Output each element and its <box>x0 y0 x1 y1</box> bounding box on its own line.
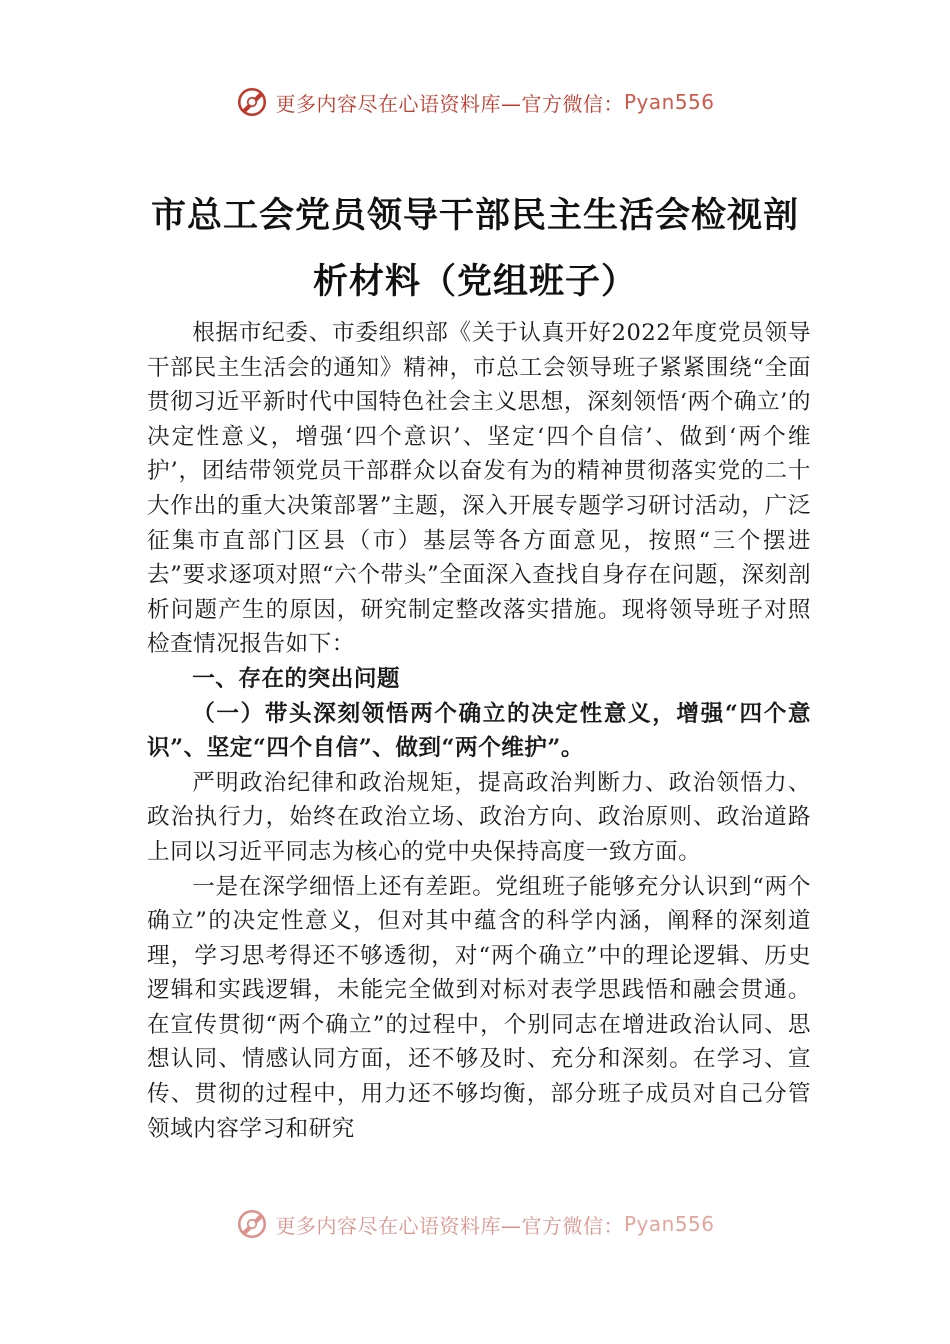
body-paragraph-2: 一是在深学细悟上还有差距。党组班子能够充分认识到“两个确立”的决定性意义，但对其中蕴含的科学内涵，阐释的深刻道理，学习思考得还不够透彻，对“两个确立”中的理论逻辑、历史逻辑和实践逻辑，未能完全做到对标对表学思践悟和融会贯通。在宣传贯彻“两个确立”的过程中，个别同志在增进政治认同、思想认同、情感认同方面，还不够及时、充分和深刻。在学习、宣传、贯彻的过程中，用力还不够均衡，部分班子成员对自己分管领域内容学习和研究 <box>147 873 811 1142</box>
watermark-handle: Pyan556 <box>623 90 715 114</box>
document-title-line1: 市总工会党员领导干部民主生活会检视剖 <box>150 196 799 236</box>
watermark-text: 更多内容尽在心语资料库—官方微信： <box>275 91 624 116</box>
watermark-footer <box>0 1204 950 1244</box>
intro-paragraph: 根据市纪委、市委组织部《关于认真开好2022年度党员领导干部民主生活会的通知》精神，市总工会领导班子紧紧围绕“全面贯彻习近平新时代中国特色社会主义思想，深刻领悟‘两个确立’的决定性意义，增强‘四个意识’、坚定‘四个自信’、做到‘两个维护’，团结带领党员干部群众以奋发有为的精神贯彻落实党的二十大作出的重大决策部署”主题，深入开展专题学习研讨活动，广泛征集市直部门区县（市）基层等各方面意见，按照“三个摆进去”要求逐项对照“六个带头”全面深入查找自身存在问题，深刻剖析问题产生的原因，研究制定整改落实措施。现将领导班子对照检查情况报告如下： <box>147 320 811 658</box>
watermark-header <box>0 82 950 122</box>
document-body <box>147 316 811 1216</box>
document-title-line2: 析材料（党组班子） <box>312 262 637 302</box>
subsection-heading: （一）带头深刻领悟两个确立的决定性意义，增强“四个意识”、坚定“四个自信”、做到“两个维护”。 <box>147 700 811 762</box>
watermark-handle: Pyan556 <box>623 1212 715 1236</box>
body-paragraph-1: 严明政治纪律和政治规矩，提高政治判断力、政治领悟力、政治执行力，始终在政治立场、政治方向、政治原则、政治道路上同以习近平同志为核心的党中央保持高度一致方面。 <box>147 769 811 865</box>
watermark-text: 更多内容尽在心语资料库—官方微信： <box>275 1213 624 1238</box>
watermark-logo-icon <box>235 1207 269 1241</box>
section-heading: 一、存在的突出问题 <box>192 665 401 692</box>
watermark-logo-icon <box>235 85 269 119</box>
